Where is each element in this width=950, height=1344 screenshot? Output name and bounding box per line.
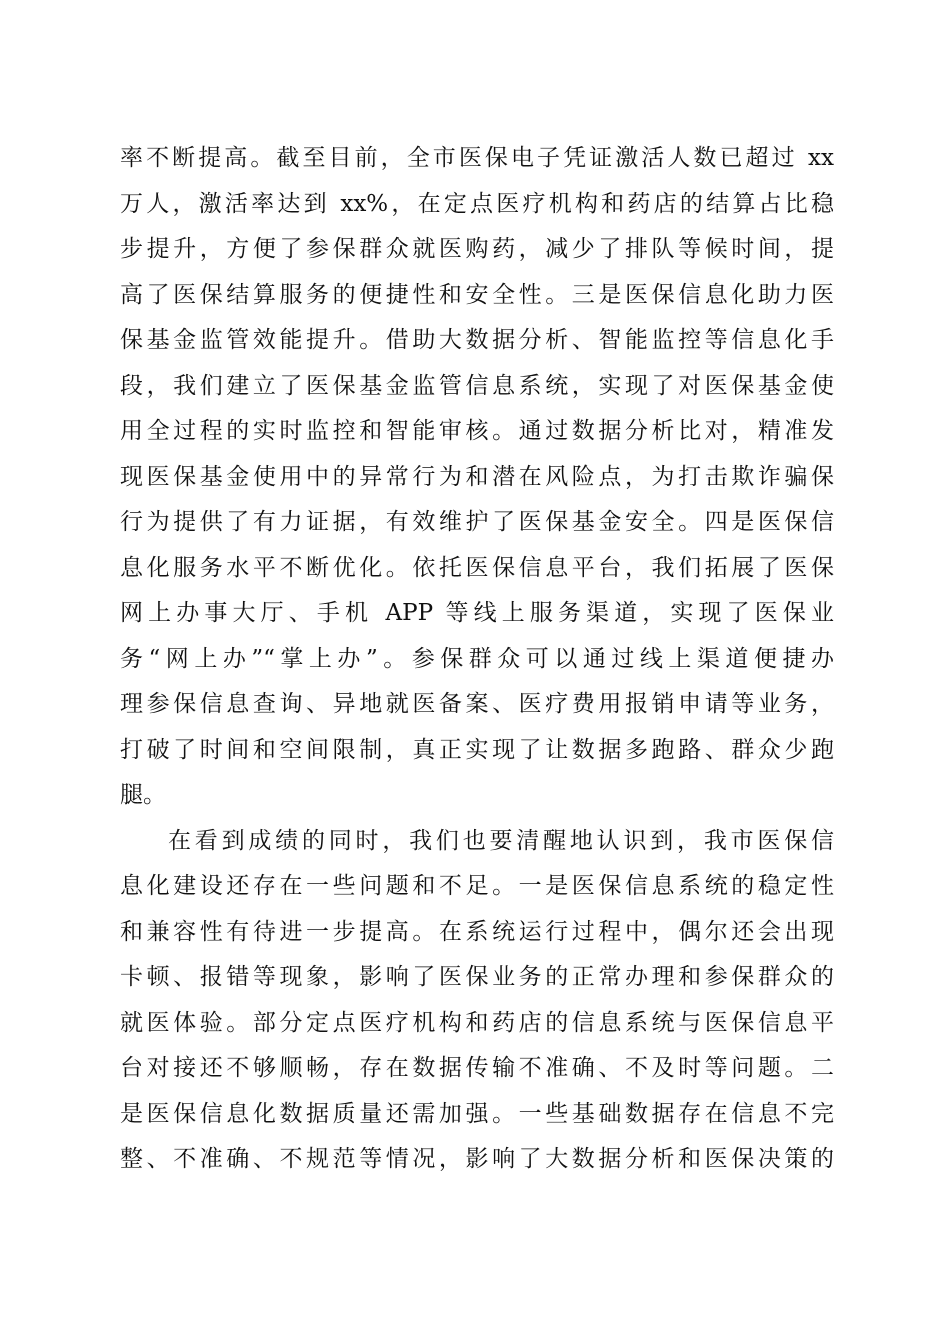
text-line: 腿。 <box>120 782 166 808</box>
text-line: 卡顿、报错等现象，影响了医保业务的正常办理和参保群众的 <box>120 964 834 990</box>
text-line: 整、不准确、不规范等情况，影响了大数据分析和医保决策的 <box>120 1146 834 1172</box>
text-line: 息化建设还存在一些问题和不足。一是医保信息系统的稳定性 <box>120 873 834 899</box>
paragraph-2 <box>120 819 834 1183</box>
text-line: 高了医保结算服务的便捷性和安全性。三是医保信息化助力医 <box>120 281 834 308</box>
text-line: 在看到成绩的同时，我们也要清醒地认识到，我市医保信 <box>168 827 834 854</box>
text-line: 率不断提高。截至目前，全市医保电子凭证激活人数已超过 xx <box>120 145 834 171</box>
paragraph-1 <box>120 136 834 819</box>
text-line: 和兼容性有待进一步提高。在系统运行过程中，偶尔还会出现 <box>120 918 834 945</box>
document-body <box>120 136 834 1183</box>
text-line: 保基金监管效能提升。借助大数据分析、智能监控等信息化手 <box>120 327 834 353</box>
text-line: 息化服务水平不断优化。依托医保信息平台，我们拓展了医保 <box>120 554 834 581</box>
text-line: 是医保信息化数据质量还需加强。一些基础数据存在信息不完 <box>120 1100 834 1127</box>
text-line: 就医体验。部分定点医疗机构和药店的信息系统与医保信息平 <box>120 1009 834 1036</box>
text-line: 步提升，方便了参保群众就医购药，减少了排队等候时间，提 <box>120 236 834 262</box>
text-line: 现医保基金使用中的异常行为和潜在风险点，为打击欺诈骗保 <box>120 463 834 490</box>
text-line: 网上办事大厅、手机 APP 等线上服务渠道，实现了医保业 <box>120 600 834 626</box>
text-line: 用全过程的实时监控和智能审核。通过数据分析比对，精准发 <box>120 418 834 444</box>
text-line: 段，我们建立了医保基金监管信息系统，实现了对医保基金使 <box>120 372 834 399</box>
text-line: 打破了时间和空间限制，真正实现了让数据多跑路、群众少跑 <box>120 736 834 763</box>
text-line: 理参保信息查询、异地就医备案、医疗费用报销申请等业务， <box>120 691 834 717</box>
text-line: 务“网上办”“掌上办”。参保群众可以通过线上渠道便捷办 <box>120 645 834 672</box>
text-line: 行为提供了有力证据，有效维护了医保基金安全。四是医保信 <box>120 509 834 535</box>
text-line: 万人，激活率达到 xx%，在定点医疗机构和药店的结算占比稳 <box>120 190 834 217</box>
text-line: 台对接还不够顺畅，存在数据传输不准确、不及时等问题。二 <box>120 1055 834 1081</box>
